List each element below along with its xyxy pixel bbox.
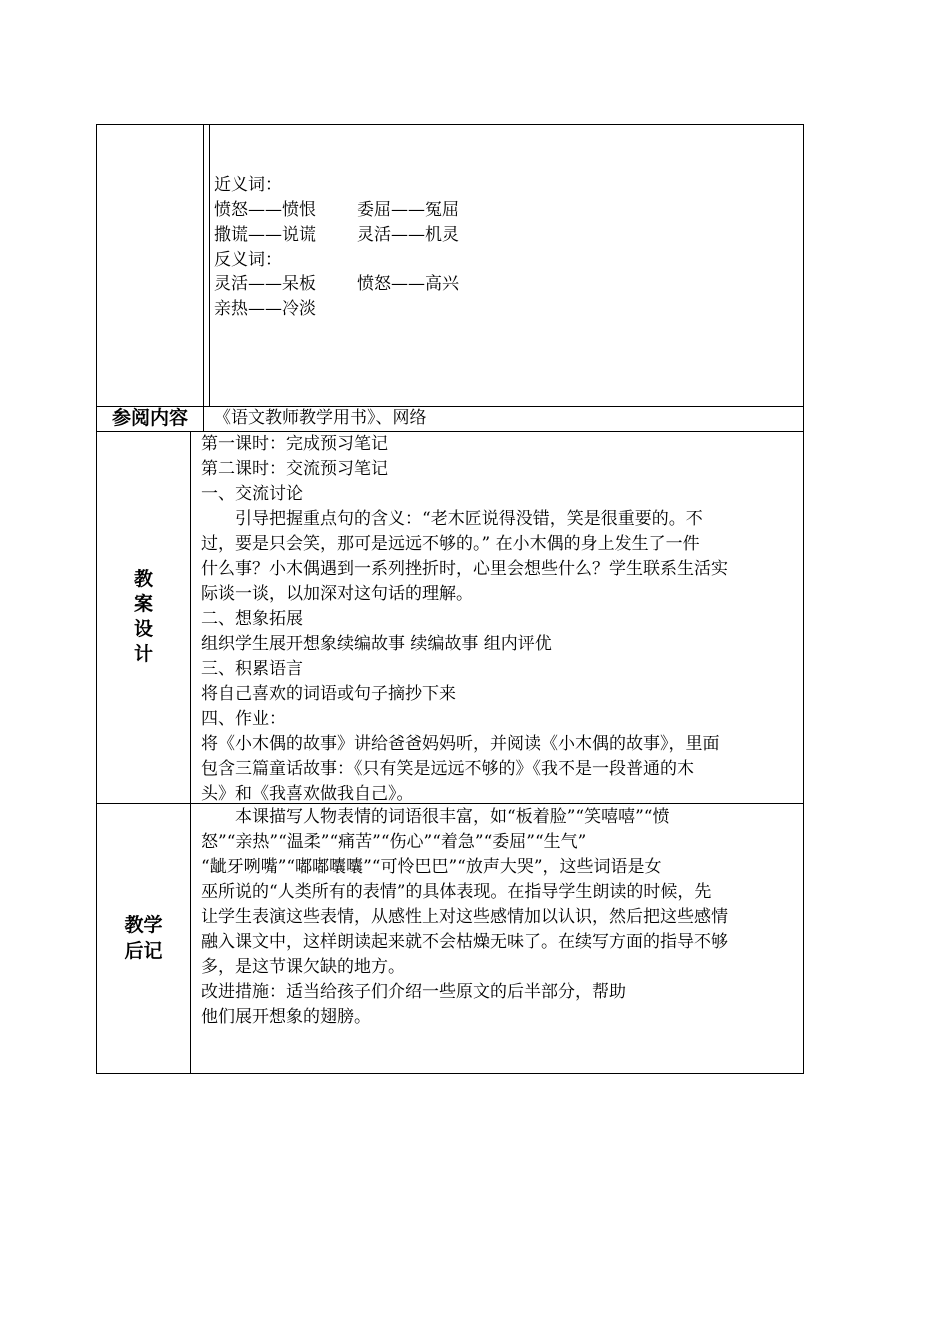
synonym-pair: 委屈——冤屈 [357,200,459,220]
design-line: 过，要是只会笑，那可是远远不够的。” 在小木偶的身上发生了一件 [201,534,700,554]
design-label-char: 设 [133,618,153,640]
synonyms-heading: 近义词： [214,175,282,195]
design-content [201,432,728,807]
notes-line: 多，是这节课欠缺的地方。 [201,957,405,977]
design-label-char: 案 [133,593,153,615]
notes-label [97,912,190,964]
notes-label-line: 教学 [124,914,163,936]
antonym-pair: 亲热——冷淡 [214,299,316,319]
notes-line: 本课描写人物表情的词语很丰富，如“板着脸”“笑嘻嘻”“愤 [201,807,670,827]
antonyms-heading: 反义词： [214,250,282,270]
design-label [97,567,190,667]
reference-content: 《语文教师教学用书》、网络 [214,408,427,428]
design-line: 际谈一谈，以加深对这句话的理解。 [201,584,473,604]
design-line: 引导把握重点句的含义：“老木匠说得没错，笑是很重要的。不 [201,509,703,529]
notes-line: 怒”“亲热”“温柔”“痛苦”“伤心”“着急”“委屈”“生气” [201,832,587,852]
design-line: 组织学生展开想象续编故事 续编故事 组内评优 [201,634,552,654]
design-line: 一、交流讨论 [201,484,303,504]
design-label-char: 计 [133,643,153,665]
notes-line: 巫所说的“人类所有的表情”的具体表现。在指导学生朗读的时候，先 [201,882,712,902]
antonym-pair: 愤怒——高兴 [357,274,459,294]
label-column-divider-inner [209,124,210,406]
design-label-char: 教 [133,568,153,590]
reference-label: 参阅内容 [111,407,188,429]
design-line: 头》和《我喜欢做我自己》。 [201,784,414,804]
antonym-pair: 灵活——呆板 [214,274,316,294]
synonym-pair: 愤怒——愤恨 [214,200,316,220]
design-line: 三、积累语言 [201,659,303,679]
design-line: 将《小木偶的故事》讲给爸爸妈妈听，并阅读《小木偶的故事》，里面 [201,734,720,754]
table-right-border [803,124,804,1074]
design-line: 二、想象拓展 [201,609,303,629]
notes-line: 融入课文中，这样朗读起来就不会枯燥无味了。在续写方面的指导不够 [201,932,728,952]
notes-content [201,805,728,1030]
notes-label-line: 后记 [124,940,163,962]
label-column-divider-top [203,124,204,431]
notes-line: 改进措施：适当给孩子们介绍一些原文的后半部分，帮助 [201,982,626,1002]
synonym-pair: 撒谎——说谎 [214,225,316,245]
label-column-divider-bottom [190,431,191,1074]
design-line: 什么事？小木偶遇到一系列挫折时，心里会想些什么？学生联系生活实 [201,559,728,579]
design-line: 将自己喜欢的词语或句子摘抄下来 [201,684,456,704]
design-line: 包含三篇童话故事：《只有笑是远远不够的》《我不是一段普通的木 [201,759,694,779]
table-bottom-border [96,1073,804,1074]
notes-line: “龇牙咧嘴”“嘟嘟囔囔”“可怜巴巴”“放声大哭”，这些词语是女 [201,857,662,877]
design-line: 第一课时：完成预习笔记 [201,434,388,454]
notes-line: 他们展开想象的翅膀。 [201,1007,371,1027]
synonym-pair: 灵活——机灵 [357,225,459,245]
design-line: 四、作业： [201,709,286,729]
notes-line: 让学生表演这些表情，从感性上对这些感情加以认识，然后把这些感情 [201,907,728,927]
design-line: 第二课时：交流预习笔记 [201,459,388,479]
